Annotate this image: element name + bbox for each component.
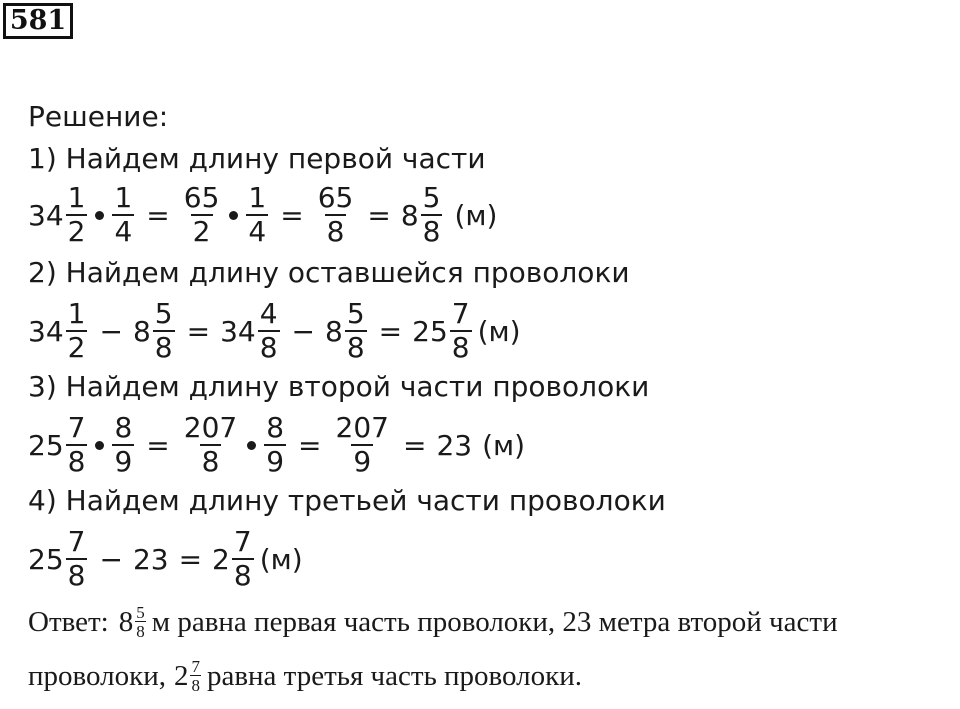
equals-sign: = [298,428,322,462]
eq2-fraction-a [66,297,88,364]
multiply-dot [229,211,238,220]
eq2-whole-b: 8 [132,314,151,348]
denominator: 8 [154,331,173,364]
multiply-dot [95,441,104,450]
eq4-fraction-a [66,525,88,592]
denominator: 8 [451,331,470,364]
eq1-whole-a: 34 [28,198,64,232]
numerator: 65 [183,181,220,214]
eq1-whole-f: 8 [400,198,419,232]
equals-sign: = [146,428,170,462]
denominator: 8 [136,622,145,641]
equals-sign: = [402,428,427,462]
equation-3 [28,411,526,478]
eq3-whole-a: 25 [28,428,64,462]
numerator: 7 [67,525,86,558]
numerator: 65 [317,181,354,214]
numerator: 7 [67,411,86,444]
eq1-fraction-d [246,181,268,248]
denominator: 8 [233,559,252,592]
equals-sign: = [178,542,203,576]
equation-2 [28,297,521,364]
denominator: 2 [67,215,86,248]
denominator: 8 [422,215,441,248]
numerator: 1 [114,181,133,214]
answer-fraction-1 [135,604,146,640]
eq1-fraction-e [316,181,356,248]
unit-label: (м) [259,542,303,576]
denominator: 4 [114,215,133,248]
step-2-label: 2) Найдем длину оставшейся проволоки [28,256,630,289]
eq2-whole-e: 25 [412,314,448,348]
denominator: 9 [114,445,133,478]
answer-text-1: м равна первая часть проволоки, 23 метра второй части [151,605,838,638]
minus-sign: − [99,314,123,348]
numerator: 5 [154,297,173,330]
answer-fraction-2 [190,658,201,694]
eq3-fraction-d [264,411,286,478]
answer-text-2-start: проволоки, [28,659,166,692]
numerator: 207 [335,411,389,444]
solution-heading: Решение: [28,100,169,133]
eq1-fraction-a [66,181,88,248]
denominator: 8 [346,331,365,364]
denominator: 8 [326,215,345,248]
step-1-label: 1) Найдем длину первой части [28,142,486,175]
equals-sign: = [186,314,211,348]
minus-sign: − [291,314,315,348]
eq2-fraction-c [258,297,280,364]
eq3-fraction-a [66,411,88,478]
step-4-label: 4) Найдем длину третьей части проволоки [28,484,666,517]
eq3-fraction-e [334,411,391,478]
denominator: 9 [266,445,285,478]
unit-label: (м) [477,314,521,348]
eq3-result: 23 [436,428,473,462]
answer-text-2-end: равна третья часть проволоки. [206,659,583,692]
equation-1 [28,181,498,248]
answer-line-1 [28,604,838,640]
denominator: 8 [67,445,86,478]
numerator: 7 [191,657,200,676]
equals-sign: = [280,198,304,232]
eq4-whole-c: 2 [212,542,230,576]
eq4-term-b: 23 [132,542,169,576]
eq4-fraction-c [232,525,254,592]
eq2-whole-d: 8 [325,314,343,348]
eq4-whole-a: 25 [28,542,64,576]
eq1-fraction-b [112,181,134,248]
equals-sign: = [378,314,403,348]
numerator: 8 [114,411,133,444]
eq3-fraction-b [112,411,134,478]
minus-sign: − [99,542,123,576]
denominator: 9 [353,445,372,478]
numerator: 5 [136,603,145,622]
equation-4 [28,525,303,592]
numerator: 7 [233,525,252,558]
numerator: 5 [422,181,441,214]
eq1-fraction-c [182,181,222,248]
equals-sign: = [367,198,391,232]
eq3-fraction-c [182,411,239,478]
answer-whole-2: 2 [173,659,189,692]
answer-whole-1: 8 [118,605,134,638]
unit-label: (м) [454,198,498,232]
eq1-fraction-f [421,181,443,248]
step-3-label: 3) Найдем длину второй части проволоки [28,370,650,403]
multiply-dot [95,211,104,220]
denominator: 4 [248,215,267,248]
eq2-fraction-d [345,297,367,364]
eq2-fraction-b [153,297,175,364]
unit-label: (м) [482,428,526,462]
problem-number: 581 [3,3,73,39]
numerator: 1 [67,297,86,330]
numerator: 1 [67,181,86,214]
denominator: 8 [67,559,86,592]
denominator: 8 [201,445,220,478]
eq2-whole-a: 34 [28,314,64,348]
equals-sign: = [146,198,170,232]
eq2-whole-c: 34 [220,314,256,348]
numerator: 8 [266,411,285,444]
denominator: 8 [259,331,278,364]
denominator: 8 [191,676,200,695]
answer-label: Ответ: [28,605,109,638]
eq2-fraction-e [450,297,472,364]
numerator: 7 [451,297,470,330]
numerator: 5 [346,297,365,330]
multiply-dot [247,441,256,450]
denominator: 2 [192,215,211,248]
answer-line-2 [28,658,582,694]
numerator: 4 [259,297,278,330]
denominator: 2 [67,331,86,364]
numerator: 207 [183,411,238,444]
numerator: 1 [248,181,267,214]
